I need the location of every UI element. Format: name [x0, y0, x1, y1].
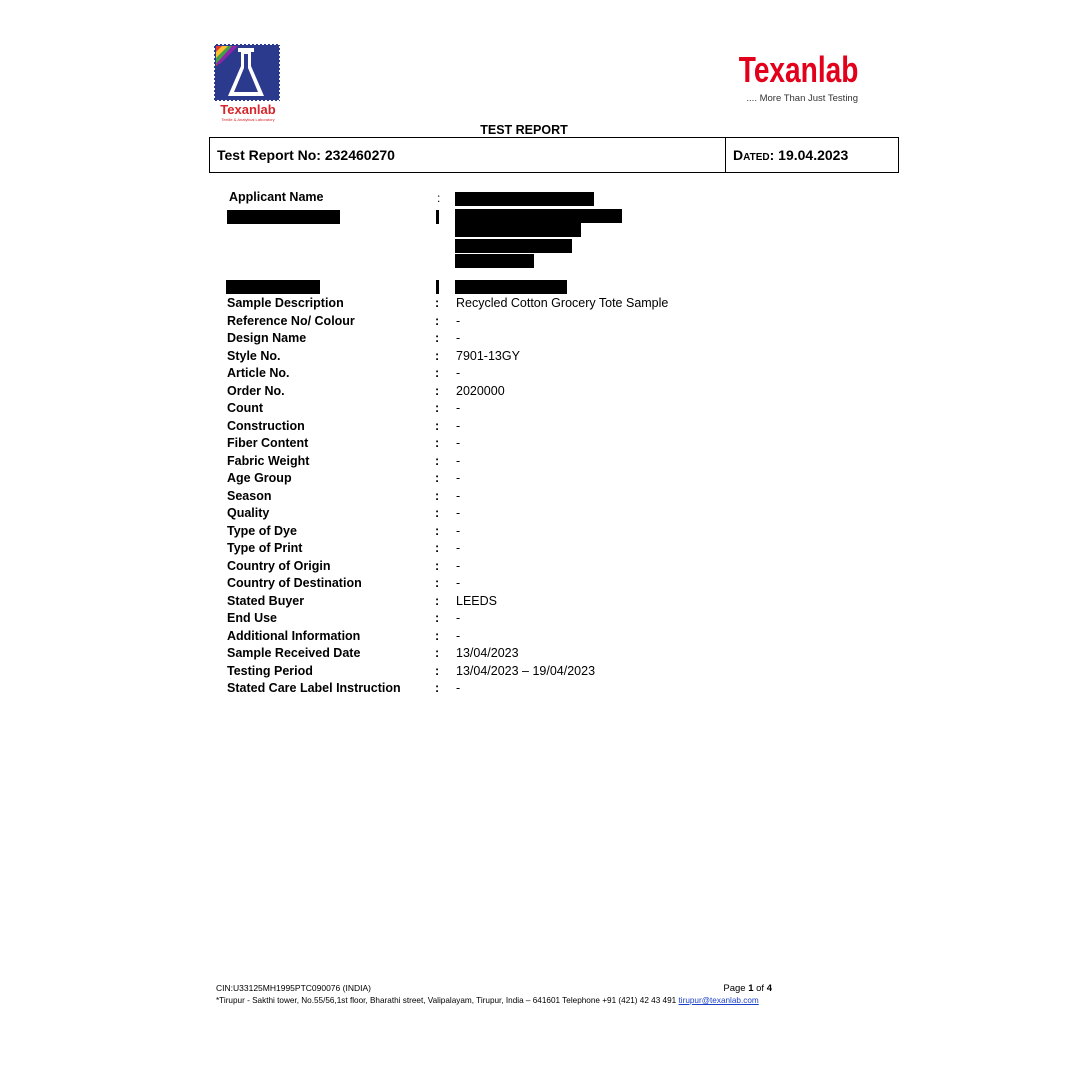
field-label: Reference No/ Colour	[227, 313, 355, 328]
report-date: 19.04.2023	[778, 147, 849, 163]
field-colon: :	[435, 436, 440, 450]
table-row	[227, 383, 847, 401]
field-colon: :	[435, 506, 440, 520]
flask-emblem-icon	[214, 44, 282, 102]
sample-details-table	[227, 295, 847, 698]
field-colon: :	[435, 541, 440, 555]
field-value: -	[456, 471, 461, 485]
field-colon: :	[435, 523, 440, 538]
brand-tagline: .... More Than Just Testing	[746, 93, 858, 104]
applicant-colon: :	[437, 191, 441, 205]
field-label: Stated Care Label Instruction	[227, 681, 401, 695]
field-label: Design Name	[227, 331, 307, 345]
field-value: -	[456, 681, 461, 695]
field-value: -	[456, 401, 461, 415]
field-colon: :	[435, 348, 440, 363]
redaction-bar	[455, 254, 534, 268]
field-value: 7901-13GY	[456, 348, 520, 363]
table-row	[227, 540, 847, 558]
report-number: 232460270	[324, 147, 395, 163]
field-value: 13/04/2023 – 19/04/2023	[456, 663, 596, 678]
field-value: LEEDS	[456, 593, 497, 608]
table-row	[227, 435, 847, 453]
applicant-label: Applicant Name	[229, 190, 324, 204]
table-row	[227, 365, 847, 383]
table-row	[227, 348, 847, 366]
footer-address: *Tirupur - Sakthi tower, No.55/56,1st floor, Bharathi street, Valipalayam, Tirupur, India – 641601 Telephone +91 (421) 42 43 491	[216, 996, 679, 1005]
field-colon: :	[435, 628, 440, 643]
table-row	[227, 505, 847, 523]
brand-header	[705, 49, 858, 104]
field-label: Style No.	[227, 348, 281, 363]
field-label: Age Group	[227, 471, 292, 485]
table-row	[227, 645, 847, 663]
field-label: Fabric Weight	[227, 453, 310, 468]
redaction-bar	[226, 280, 320, 294]
footer-cin: CIN:U33125MH1995PTC090076 (INDIA)	[216, 983, 371, 993]
report-header-box	[209, 137, 899, 173]
table-row	[227, 523, 847, 541]
field-value: -	[456, 523, 461, 538]
field-label: Stated Buyer	[227, 593, 305, 608]
field-label: Type of Dye	[227, 523, 297, 538]
field-colon: :	[435, 453, 440, 468]
footer-email-link[interactable]: tirupur@texanlab.com	[678, 996, 759, 1005]
field-label: Country of Origin	[227, 558, 331, 573]
field-colon: :	[435, 681, 440, 695]
table-row	[227, 470, 847, 488]
field-colon: :	[435, 558, 440, 573]
redaction-bar	[455, 223, 581, 237]
table-row	[227, 593, 847, 611]
redaction-bar	[455, 192, 594, 206]
field-colon: :	[435, 401, 440, 415]
field-label: Season	[227, 488, 272, 503]
field-label: Country of Destination	[227, 576, 362, 590]
table-row	[227, 453, 847, 471]
field-colon: :	[435, 296, 440, 310]
field-colon: :	[435, 471, 440, 485]
field-colon: :	[435, 383, 440, 398]
field-label: End Use	[227, 611, 278, 625]
field-colon: :	[435, 663, 440, 678]
field-label: Order No.	[227, 383, 285, 398]
field-label: Testing Period	[227, 663, 313, 678]
field-colon: :	[435, 576, 440, 590]
redaction-bar	[436, 280, 439, 294]
field-value: -	[456, 576, 461, 590]
field-value: -	[456, 558, 461, 573]
page-footer	[216, 983, 856, 1005]
field-value: -	[456, 488, 461, 503]
field-colon: :	[435, 313, 440, 328]
table-row	[227, 680, 847, 698]
logo-left-tagline: Textile & Analytical Laboratory	[221, 117, 275, 122]
field-label: Fiber Content	[227, 436, 309, 450]
field-value: 2020000	[456, 383, 505, 398]
table-row	[227, 575, 847, 593]
redaction-bar	[455, 209, 622, 223]
redaction-bar	[436, 210, 439, 224]
field-value: -	[456, 628, 461, 643]
field-value: Recycled Cotton Grocery Tote Sample	[456, 296, 669, 310]
field-value: -	[456, 331, 461, 345]
texanlab-logo-left	[214, 44, 282, 124]
field-label: Additional Information	[227, 628, 361, 643]
table-row	[227, 330, 847, 348]
table-row	[227, 628, 847, 646]
report-number-cell	[210, 138, 726, 172]
field-label: Type of Print	[227, 541, 303, 555]
field-colon: :	[435, 611, 440, 625]
table-row	[227, 488, 847, 506]
table-row	[227, 558, 847, 576]
redaction-bar	[227, 210, 340, 224]
table-row	[227, 610, 847, 628]
field-value: -	[456, 453, 461, 468]
field-value: -	[456, 418, 461, 433]
redaction-bar	[455, 280, 567, 294]
field-value: -	[456, 313, 461, 328]
field-value: -	[456, 506, 461, 520]
field-colon: :	[435, 331, 440, 345]
report-date-label: Dated:	[733, 147, 775, 163]
report-title: TEST REPORT	[480, 123, 568, 137]
field-label: Quality	[227, 506, 270, 520]
field-label: Article No.	[227, 366, 290, 380]
page-indicator: Page 1 of 4	[723, 983, 772, 994]
field-label: Construction	[227, 418, 305, 433]
field-label: Sample Description	[227, 296, 344, 310]
field-colon: :	[435, 418, 440, 433]
table-row	[227, 418, 847, 436]
field-value: -	[456, 611, 461, 625]
field-value: -	[456, 366, 461, 380]
field-colon: :	[435, 593, 440, 608]
table-row	[227, 295, 847, 313]
field-value: -	[456, 541, 461, 555]
field-value: 13/04/2023	[456, 646, 519, 660]
redaction-bar	[455, 239, 572, 253]
logo-left-name: Texanlab	[220, 102, 276, 117]
table-row	[227, 313, 847, 331]
report-date-cell	[726, 138, 898, 172]
field-colon: :	[435, 488, 440, 503]
field-value: -	[456, 436, 461, 450]
table-row	[227, 663, 847, 681]
field-colon: :	[435, 646, 440, 660]
field-colon: :	[435, 366, 440, 380]
table-row	[227, 400, 847, 418]
field-label: Sample Received Date	[227, 646, 361, 660]
brand-name: Texanlab	[738, 49, 858, 90]
report-number-label: Test Report No:	[217, 147, 321, 163]
field-label: Count	[227, 401, 264, 415]
